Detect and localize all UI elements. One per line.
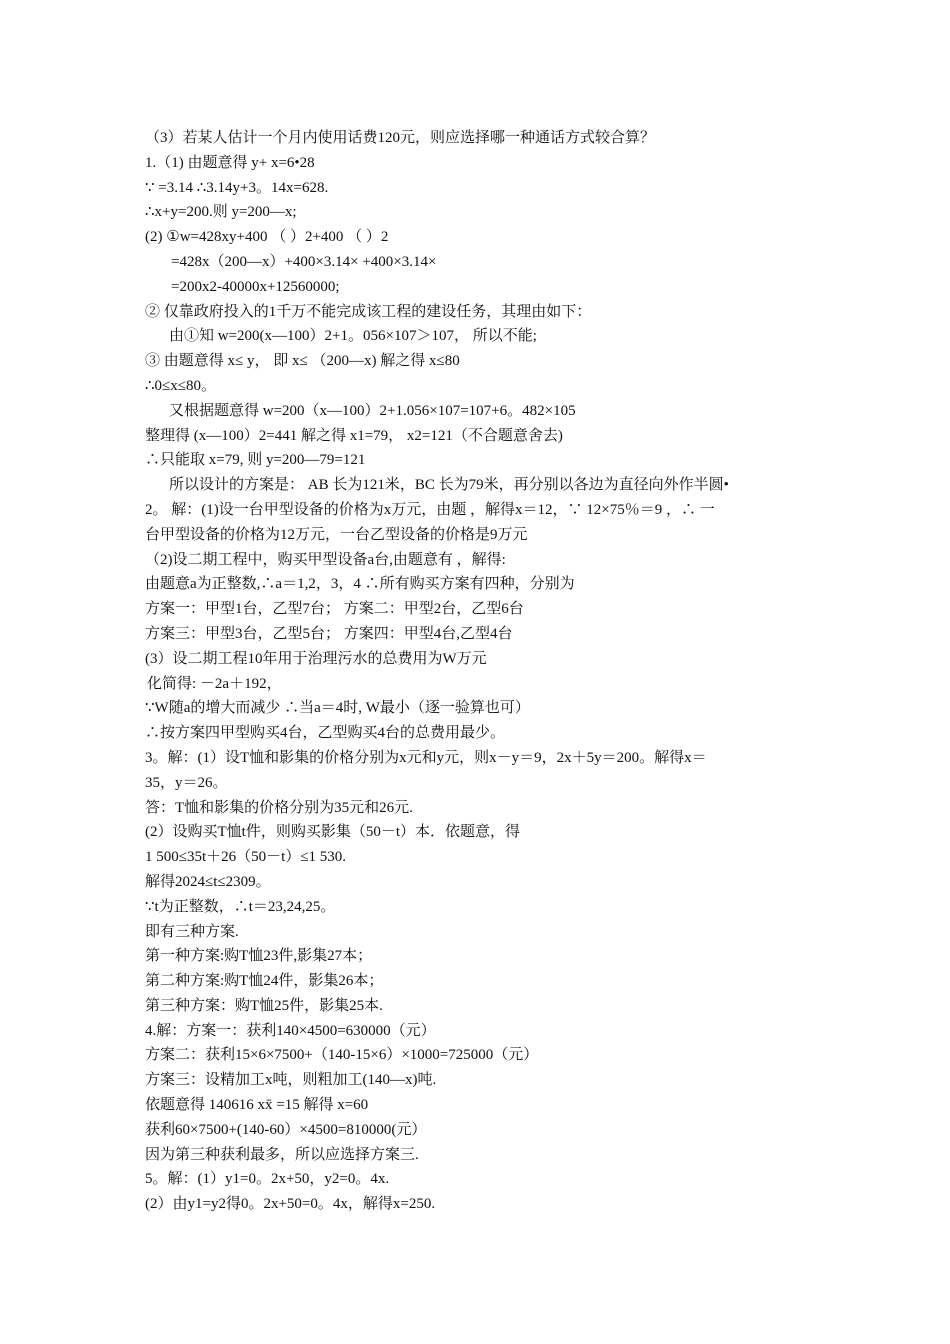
document-page bbox=[145, 126, 810, 1217]
text-line: (2) ①w=428xy+400 （ ）2+400 （ ）2 bbox=[145, 229, 389, 246]
text-line: 第一种方案:购T恤23件,影集27本； bbox=[145, 948, 373, 965]
text-line: 台甲型设备的价格为12万元，一台乙型设备的价格是9万元 bbox=[145, 526, 528, 543]
text-line: =200x2-40000x+12560000; bbox=[171, 278, 340, 295]
text-line: 由题意a为正整数,∴a＝1,2，3，4 ∴所有购买方案有四种，分别为 bbox=[145, 576, 575, 593]
text-line: 5。解：(1）y1=0。2x+50，y2=0。4x. bbox=[145, 1171, 390, 1188]
text-line: 又根据题意得 w=200（x—100）2+1.056×107=107+6。482×105 bbox=[169, 402, 576, 419]
text-line: 35，y＝26。 bbox=[145, 774, 228, 791]
text-line: 1 500≤35t＋26（50－t）≤1 530. bbox=[145, 849, 347, 866]
text-line: 方案二：获利15×6×7500+（140-15×6）×1000=725000（元） bbox=[145, 1047, 539, 1064]
text-line: ③ 由题意得 x≤ y， 即 x≤ （200—x) 解之得 x≤80 bbox=[145, 353, 460, 370]
text-line: (3）设二期工程10年用于治理污水的总费用为W万元 bbox=[145, 650, 487, 667]
text-line: 整理得 (x—100）2=441 解之得 x1=79， x2=121（不合题意舍去) bbox=[145, 427, 563, 444]
text-line: 依题意得 140616 xx̄ =15 解得 x=60 bbox=[145, 1097, 369, 1114]
text-line: (2）由y1=y2得0。2x+50=0。4x，解得x=250. bbox=[145, 1196, 436, 1213]
text-line: 即有三种方案. bbox=[145, 923, 239, 940]
text-line: 第二种方案:购T恤24件，影集26本； bbox=[145, 973, 384, 990]
text-line: ∴只能取 x=79, 则 y=200—79=121 bbox=[145, 452, 366, 469]
text-line: （3）若某人估计一个月内使用话费120元，则应选择哪一种通话方式较合算？ bbox=[145, 130, 656, 146]
text-line: ∵W随a的增大而减少 ∴当a＝4时, W最小（逐一验算也可） bbox=[145, 700, 530, 717]
text-line: 因为第三种获利最多，所以应选择方案三. bbox=[145, 1146, 419, 1163]
text-line: 由①知 w=200(x—100）2+1。056×107＞107， 所以不能; bbox=[169, 328, 537, 345]
text-line: 2。 解：(1)设一台甲型设备的价格为x万元，由题 ，解得x＝12，∵ 12×75％＝9 ，∴ 一 bbox=[145, 501, 715, 518]
text-line: =428x（200—x）+400×3.14× +400×3.14× bbox=[171, 253, 437, 270]
text-line: （2)设二期工程中，购买甲型设备a台,由题意有 ，解得: bbox=[145, 551, 506, 568]
text-line: ∴0≤x≤80。 bbox=[145, 377, 217, 394]
text-line: ∴x+y=200.则 y=200—x; bbox=[145, 204, 297, 221]
text-line: 化简得: －2a＋192， bbox=[147, 675, 282, 692]
text-line: ∵ =3.14 ∴3.14y+3。14x=628. bbox=[145, 179, 329, 196]
text-line: ∵t为正整数，∴t＝23,24,25。 bbox=[145, 898, 336, 915]
text-line: 4.解：方案一：获利140×4500=630000（元） bbox=[145, 1022, 436, 1039]
text-line: 第三种方案：购T恤25件，影集25本. bbox=[145, 997, 383, 1014]
text-line: (2）设购买T恤t件，则购买影集（50－t）本．依题意，得 bbox=[145, 824, 520, 841]
text-line: 解得2024≤t≤2309。 bbox=[145, 873, 271, 890]
text-line: 方案一：甲型1台，乙型7台； 方案二：甲型2台，乙型6台 bbox=[145, 601, 524, 618]
text-line: 方案三：甲型3台，乙型5台； 方案四：甲型4台,乙型4台 bbox=[145, 625, 513, 642]
text-line: ∴按方案四甲型购买4台，乙型购买4台的总费用最少。 bbox=[145, 725, 506, 742]
text-line: 获利60×7500+(140-60）×4500=810000(元） bbox=[145, 1121, 427, 1138]
text-line: ② 仅靠政府投入的1千万不能完成该工程的建设任务，其理由如下： bbox=[145, 303, 592, 320]
text-line: 方案三：设精加工x吨，则粗加工(140—x)吨. bbox=[145, 1072, 437, 1089]
text-line: 答：T恤和影集的价格分别为35元和26元. bbox=[145, 799, 413, 816]
text-line: 1.（1) 由题意得 y+ x=6•28 bbox=[145, 154, 315, 171]
text-line: 3。解：(1）设T恤和影集的价格分别为x元和y元，则x－y＝9，2x＋5y＝200。解得x＝ bbox=[145, 749, 707, 766]
text-line: 所以设计的方案是： AB 长为121米，BC 长为79米，再分别以各边为直径向外作半圆• bbox=[169, 477, 729, 494]
